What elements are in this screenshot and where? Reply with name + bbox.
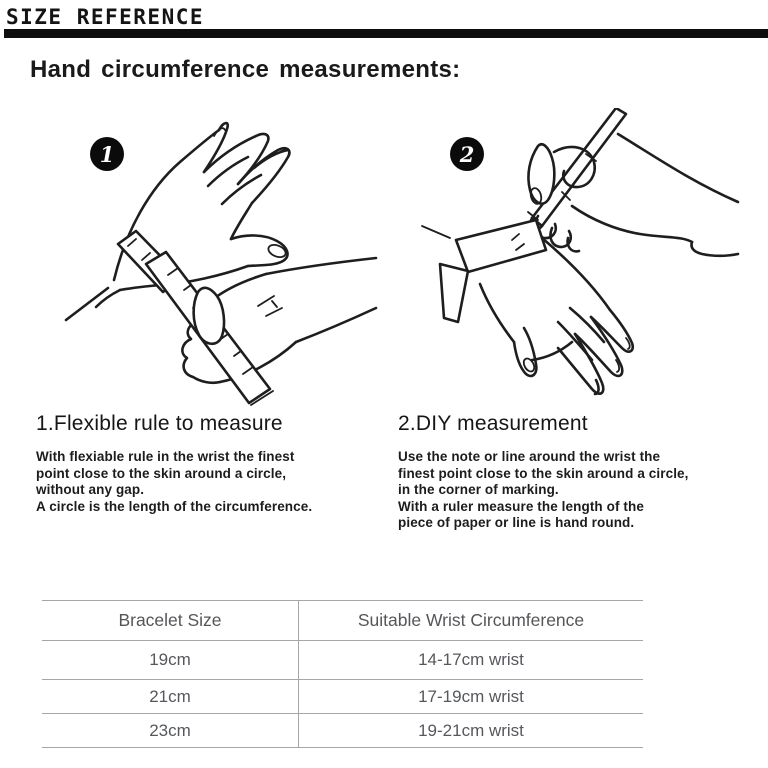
step2-instructions — [398, 412, 754, 532]
column-header-bracelet-size: Bracelet Size — [118, 610, 222, 630]
table-row — [42, 680, 643, 714]
bracelet-size-cell: 19cm — [149, 650, 191, 669]
bracelet-size-cell: 21cm — [149, 686, 191, 706]
step1-text-line: point close to the skin around a circle, — [36, 465, 287, 481]
step1-number-badge — [90, 137, 124, 171]
step1-text-line: A circle is the length of the circumference. — [36, 498, 313, 514]
bracelet-size-cell: 23cm — [149, 720, 191, 740]
step2-text-line: finest point close to the skin around a circle, — [398, 465, 689, 481]
section-heading: Hand circumference measurements: — [30, 56, 461, 83]
step2-text-line: in the corner of marking. — [398, 482, 559, 497]
step2-text-line: Use the note or line around the wrist the — [398, 449, 661, 464]
step2-text-line: piece of paper or line is hand round. — [398, 515, 635, 530]
step1-heading: 1.Flexible rule to measure — [36, 412, 283, 435]
column-header-wrist-circumference: Suitable Wrist Circumference — [298, 601, 643, 640]
wrist-circumference-cell: 19-21cm wrist — [298, 714, 643, 747]
page-title: SIZE REFERENCE — [6, 5, 205, 29]
table-row — [42, 714, 643, 747]
step1-text-line: With flexiable rule in the wrist the finest — [36, 449, 295, 464]
step2-text-line: With a ruler measure the length of the — [398, 498, 644, 514]
table-header-row — [42, 601, 643, 641]
step1-text-line: without any gap. — [36, 482, 145, 497]
step2-number-badge — [450, 137, 484, 171]
wrist-circumference-cell: 14-17cm wrist — [298, 641, 643, 679]
step2-heading: 2.DIY measurement — [398, 412, 588, 435]
step2-number: 2 — [459, 141, 475, 167]
step1-instructions — [36, 412, 384, 515]
bracelet-size-table — [42, 600, 643, 748]
paper-strip-wrist-band — [422, 220, 546, 322]
table-row — [42, 641, 643, 680]
step1-number: 1 — [99, 141, 115, 167]
wrist-circumference-cell: 17-19cm wrist — [298, 680, 643, 713]
title-underline-bar — [4, 29, 768, 38]
